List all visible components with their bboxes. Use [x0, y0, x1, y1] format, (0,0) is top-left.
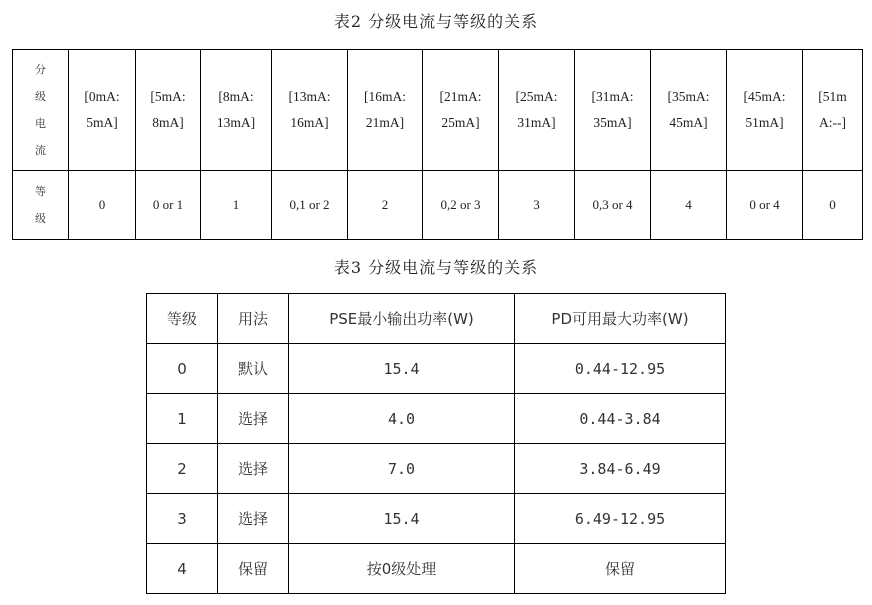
- row-header-class: 等级: [13, 171, 69, 240]
- table-row: [147, 494, 726, 544]
- range-cell: [51m A:--]: [803, 50, 863, 171]
- column-header: 等级: [147, 294, 218, 344]
- class-cell: 3: [147, 494, 218, 544]
- pse-power-cell: 4.0: [289, 394, 515, 444]
- class-cell: 4: [147, 544, 218, 594]
- pd-power-cell: 保留: [515, 544, 726, 594]
- range-cell: [0mA: 5mA]: [69, 50, 136, 171]
- range-cell: [31mA: 35mA]: [575, 50, 651, 171]
- class-cell: 0,2 or 3: [423, 171, 499, 240]
- table-row: [13, 171, 863, 240]
- usage-cell: 选择: [218, 444, 289, 494]
- row-header-current: 分级电流: [13, 50, 69, 171]
- class-cell: 0: [69, 171, 136, 240]
- column-header: 用法: [218, 294, 289, 344]
- table-row: [147, 344, 726, 394]
- table-row: [13, 50, 863, 171]
- column-header: PSE最小输出功率(W): [289, 294, 515, 344]
- range-cell: [21mA: 25mA]: [423, 50, 499, 171]
- pse-power-cell: 15.4: [289, 344, 515, 394]
- usage-cell: 选择: [218, 394, 289, 444]
- class-cell: 0 or 4: [727, 171, 803, 240]
- pse-power-cell: 15.4: [289, 494, 515, 544]
- table3-caption: 表3 分级电流与等级的关系: [333, 258, 539, 277]
- pd-power-cell: 6.49-12.95: [515, 494, 726, 544]
- class-cell: 1: [147, 394, 218, 444]
- pse-power-cell: 7.0: [289, 444, 515, 494]
- usage-cell: 保留: [218, 544, 289, 594]
- class-cell: 2: [348, 171, 423, 240]
- class-cell: 0,3 or 4: [575, 171, 651, 240]
- range-cell: [13mA: 16mA]: [272, 50, 348, 171]
- column-header: PD可用最大功率(W): [515, 294, 726, 344]
- range-cell: [35mA: 45mA]: [651, 50, 727, 171]
- pd-power-cell: 3.84-6.49: [515, 444, 726, 494]
- usage-cell: 默认: [218, 344, 289, 394]
- class-cell: 1: [201, 171, 272, 240]
- range-cell: [16mA: 21mA]: [348, 50, 423, 171]
- pd-power-cell: 0.44-12.95: [515, 344, 726, 394]
- class-cell: 2: [147, 444, 218, 494]
- range-cell: [45mA: 51mA]: [727, 50, 803, 171]
- class-cell: 0: [147, 344, 218, 394]
- table-header-row: [147, 294, 726, 344]
- table-row: [147, 544, 726, 594]
- range-cell: [25mA: 31mA]: [499, 50, 575, 171]
- class-cell: 0: [803, 171, 863, 240]
- class-cell: 4: [651, 171, 727, 240]
- table-row: [147, 444, 726, 494]
- usage-cell: 选择: [218, 494, 289, 544]
- pse-power-cell: 按0级处理: [289, 544, 515, 594]
- range-cell: [8mA: 13mA]: [201, 50, 272, 171]
- range-cell: [5mA: 8mA]: [136, 50, 201, 171]
- class-power-table: [146, 293, 726, 594]
- table-row: [147, 394, 726, 444]
- table2-caption: 表2 分级电流与等级的关系: [333, 12, 539, 31]
- class-cell: 0,1 or 2: [272, 171, 348, 240]
- pd-power-cell: 0.44-3.84: [515, 394, 726, 444]
- current-class-table: [12, 49, 863, 240]
- class-cell: 3: [499, 171, 575, 240]
- class-cell: 0 or 1: [136, 171, 201, 240]
